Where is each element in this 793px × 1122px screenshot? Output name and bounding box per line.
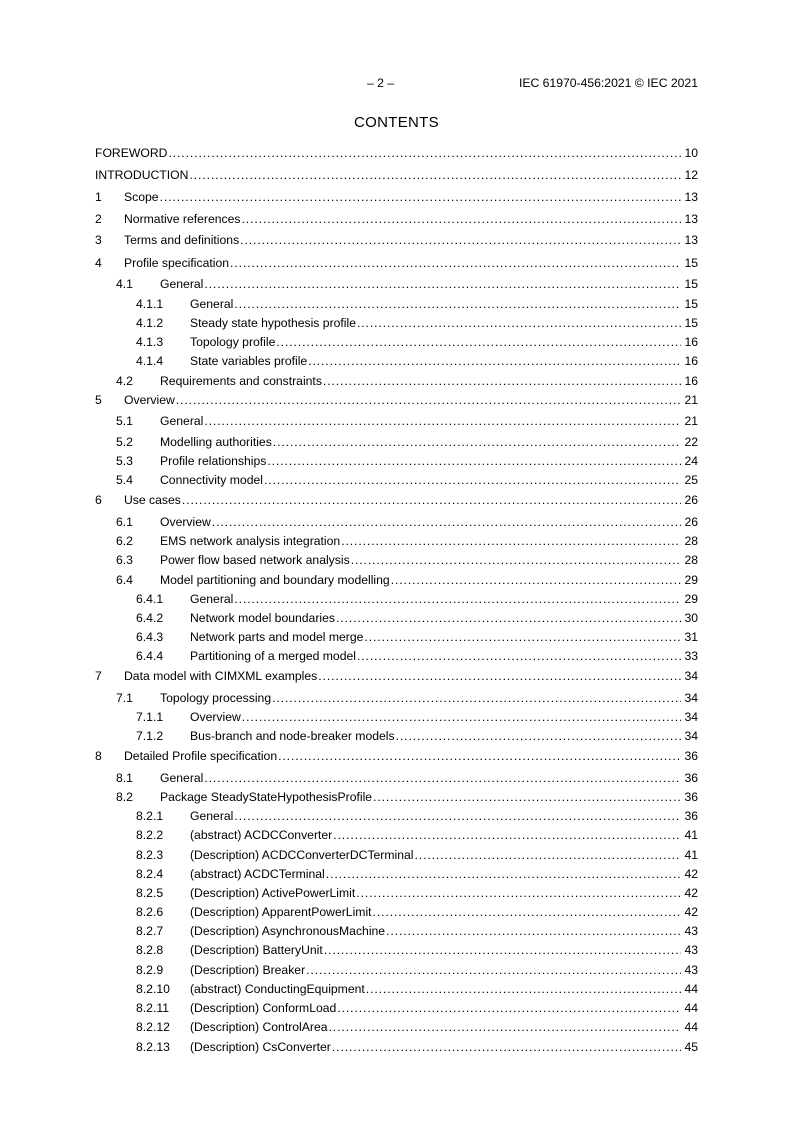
toc-entry-page: 15 [684,297,698,311]
toc-entry-label: EMS network analysis integration [160,534,341,548]
toc-entry-label: Connectivity model [160,473,263,487]
dot-leader [240,232,681,248]
toc-entry[interactable] [95,492,698,508]
toc-entry-label: State variables profile [190,354,308,368]
toc-entry-number: 4 [95,256,102,270]
dot-leader [273,434,681,450]
toc-entry-page: 43 [684,963,698,977]
toc-entry-label: Modelling authorities [160,435,272,449]
toc-entry-number: 4.1.4 [136,354,164,368]
dot-leader [318,668,681,684]
toc-entry-page: 16 [684,374,698,388]
dot-leader [276,334,681,350]
toc-entry-label: (abstract) ConductingEquipment [190,982,365,996]
toc-entry-page: 41 [684,848,698,862]
dot-leader [364,629,681,645]
toc-entry-number: 8 [95,749,102,763]
toc-entry-number: 8.2.8 [136,943,164,957]
toc-entry-label: Use cases [124,493,181,507]
dot-leader [242,709,681,725]
toc-entry[interactable] [95,572,698,588]
page-header [95,76,698,92]
toc-entry-label: Profile relationships [160,454,267,468]
toc-entry[interactable] [95,315,698,331]
toc-entry-number: 8.2.9 [136,963,164,977]
toc-entry-number: 5.3 [116,454,133,468]
toc-entry-label: (Description) ControlArea [190,1020,328,1034]
dot-leader [204,770,681,786]
toc-entry[interactable] [95,690,698,706]
toc-entry[interactable] [95,413,698,429]
dot-leader [415,847,682,863]
toc-entry[interactable] [95,610,698,626]
toc-entry-label: Overview [124,393,175,407]
dot-leader [182,492,681,508]
toc-entry[interactable] [95,514,698,530]
toc-entry-number: 8.2.5 [136,886,164,900]
toc-entry-label: (Description) BatteryUnit [190,943,323,957]
document-id: IEC 61970-456:2021 © IEC 2021 [518,76,698,90]
dot-leader [242,211,681,227]
toc-entry-label: (Description) CsConverter [190,1040,331,1054]
toc-entry-page: 43 [684,924,698,938]
toc-entry-number: 4.1.3 [136,335,164,349]
toc-entry-page: 42 [684,886,698,900]
toc-entry[interactable] [95,453,698,469]
toc-entry[interactable] [95,392,698,408]
toc-entry-page: 44 [684,1020,698,1034]
toc-entry[interactable] [95,962,698,978]
toc-entry-label: Detailed Profile specification [124,749,278,763]
toc-entry-page: 44 [684,982,698,996]
toc-entry[interactable] [95,1019,698,1035]
page-title: CONTENTS [354,114,439,131]
toc-entry-number: 2 [95,212,102,226]
toc-entry-page: 34 [684,669,698,683]
toc-entry-label: General [190,592,234,606]
toc-entry-page: 36 [684,790,698,804]
toc-entry-page: 36 [684,749,698,763]
dot-leader [204,413,681,429]
toc-entry-number: 8.2 [116,790,133,804]
toc-entry[interactable] [95,770,698,786]
toc-entry-page: 41 [684,828,698,842]
toc-entry-number: 8.2.13 [136,1040,170,1054]
dot-leader [357,315,681,331]
toc-entry[interactable] [95,334,698,350]
toc-entry-page: 34 [684,729,698,743]
toc-entry-page: 26 [684,493,698,507]
toc-entry-page: 24 [684,454,698,468]
toc-entry-number: 8.2.12 [136,1020,170,1034]
toc-entry-page: 13 [684,233,698,247]
toc-entry-label: Network parts and model merge [190,630,364,644]
toc-entry[interactable] [95,827,698,843]
toc-entry-label: Bus-branch and node-breaker models [190,729,395,743]
toc-entry[interactable] [95,1039,698,1055]
toc-entry-page: 44 [684,1001,698,1015]
toc-entry[interactable] [95,211,698,227]
toc-entry-label: Topology processing [160,691,272,705]
toc-entry-number: 4.1.2 [136,316,164,330]
toc-entry-label: Power flow based network analysis [160,553,350,567]
dot-leader [329,1019,682,1035]
dot-leader [341,533,681,549]
toc-entry-number: 8.2.7 [136,924,164,938]
toc-entry-number: 7.1 [116,691,133,705]
dot-leader [323,373,681,389]
toc-entry-label: General [160,771,204,785]
toc-entry[interactable] [95,373,698,389]
toc-entry-number: 5 [95,393,102,407]
toc-entry-number: 6 [95,493,102,507]
toc-entry[interactable] [95,434,698,450]
dot-leader [332,1039,681,1055]
dot-leader [160,189,681,205]
dot-leader [373,789,681,805]
toc-entry-label: Profile specification [124,256,229,270]
toc-entry-number: 8.2.1 [136,809,164,823]
toc-entry-number: 6.4 [116,573,133,587]
toc-entry[interactable] [95,276,698,292]
toc-entry-number: 8.2.6 [136,905,164,919]
toc-entry[interactable] [95,885,698,901]
dot-leader [391,572,681,588]
toc-entry[interactable] [95,748,698,764]
toc-entry-page: 34 [684,691,698,705]
toc-entry-number: 7.1.1 [136,710,164,724]
dot-leader [326,866,681,882]
toc-entry-page: 16 [684,335,698,349]
dot-leader [272,690,681,706]
toc-entry[interactable] [95,923,698,939]
toc-entry[interactable] [95,981,698,997]
dot-leader [356,885,681,901]
toc-entry-page: 45 [684,1040,698,1054]
toc-entry-number: 5.4 [116,473,133,487]
dot-leader [267,453,681,469]
toc-entry[interactable] [95,145,698,161]
toc-entry[interactable] [95,552,698,568]
toc-entry[interactable] [95,255,698,271]
toc-entry[interactable] [95,709,698,725]
toc-entry-page: 33 [684,649,698,663]
dot-leader [337,1000,681,1016]
dot-leader [168,145,681,161]
toc-entry-page: 28 [684,553,698,567]
dot-leader [212,514,681,530]
toc-entry-label: Requirements and constraints [160,374,322,388]
dot-leader [234,808,681,824]
toc-entry[interactable] [95,591,698,607]
dot-leader [396,728,681,744]
toc-entry-number: 8.2.2 [136,828,164,842]
toc-entry-label: (Description) ActivePowerLimit [190,886,356,900]
toc-entry-page: 30 [684,611,698,625]
toc-entry-page: 34 [684,710,698,724]
dot-leader [176,392,681,408]
toc-entry[interactable] [95,648,698,664]
toc-entry-number: 6.4.4 [136,649,164,663]
toc-entry[interactable] [95,728,698,744]
dot-leader [230,255,681,271]
dot-leader [324,942,681,958]
dot-leader [264,472,681,488]
toc-entry-number: 8.2.4 [136,867,164,881]
toc-entry-number: 6.4.2 [136,611,164,625]
toc-entry-label: INTRODUCTION [95,168,189,182]
toc-entry-label: General [190,297,234,311]
toc-entry-number: 4.1 [116,277,133,291]
toc-entry-number: 6.2 [116,534,133,548]
toc-entry-number: 4.1.1 [136,297,164,311]
toc-entry-page: 22 [684,435,698,449]
toc-entry-label: Normative references [124,212,241,226]
toc-entry[interactable] [95,353,698,369]
toc-entry-number: 6.3 [116,553,133,567]
toc-entry-label: Package SteadyStateHypothesisProfile [160,790,373,804]
toc-entry-page: 13 [684,190,698,204]
toc-entry-number: 4.2 [116,374,133,388]
toc-entry-number: 5.1 [116,414,133,428]
toc-entry-label: Terms and definitions [124,233,240,247]
dot-leader [306,962,681,978]
toc-entry[interactable] [95,808,698,824]
toc-entry-number: 6.4.3 [136,630,164,644]
toc-entry[interactable] [95,789,698,805]
toc-entry-page: 21 [684,414,698,428]
toc-entry-page: 13 [684,212,698,226]
toc-entry-page: 36 [684,771,698,785]
toc-entry-label: (Description) ConformLoad [190,1001,337,1015]
dot-leader [308,353,681,369]
toc-entry-label: Data model with CIMXML examples [124,669,318,683]
toc-entry-label: (Description) Breaker [190,963,306,977]
toc-entry[interactable] [95,904,698,920]
toc-entry-page: 21 [684,393,698,407]
toc-entry[interactable] [95,232,698,248]
dot-leader [386,923,681,939]
toc-entry-page: 10 [684,146,698,160]
toc-entry-label: General [160,277,204,291]
toc-entry-page: 42 [684,867,698,881]
toc-entry[interactable] [95,189,698,205]
dot-leader [234,591,681,607]
toc-entry-number: 6.1 [116,515,133,529]
toc-entry-page: 15 [684,316,698,330]
toc-entry-label: (abstract) ACDCConverter [190,828,333,842]
toc-entry[interactable] [95,629,698,645]
toc-entry-label: Scope [124,190,159,204]
toc-entry-label: Topology profile [190,335,276,349]
toc-entry-page: 43 [684,943,698,957]
toc-entry-label: (Description) ACDCConverterDCTerminal [190,848,414,862]
toc-entry-page: 36 [684,809,698,823]
toc-entry-page: 42 [684,905,698,919]
toc-entry-page: 15 [684,256,698,270]
dot-leader [333,827,681,843]
toc-entry-label: FOREWORD [95,146,168,160]
dot-leader [373,904,681,920]
toc-entry-number: 6.4.1 [136,592,164,606]
toc-entry-number: 1 [95,190,102,204]
toc-entry-number: 8.2.3 [136,848,164,862]
toc-entry-number: 8.1 [116,771,133,785]
toc-entry-number: 8.2.10 [136,982,170,996]
dot-leader [336,610,681,626]
toc-entry-label: Steady state hypothesis profile [190,316,356,330]
toc-entry[interactable] [95,847,698,863]
toc-entry-number: 5.2 [116,435,133,449]
toc-entry-label: Overview [160,515,211,529]
dot-leader [357,648,681,664]
toc-entry-label: Partitioning of a merged model [190,649,356,663]
toc-entry[interactable] [95,866,698,882]
dot-leader [351,552,681,568]
toc-entry[interactable] [95,533,698,549]
dot-leader [204,276,681,292]
toc-entry-number: 7.1.2 [136,729,164,743]
toc-entry-page: 25 [684,473,698,487]
toc-entry-label: (Description) ApparentPowerLimit [190,905,372,919]
dot-leader [278,748,681,764]
toc-entry-page: 28 [684,534,698,548]
dot-leader [234,296,681,312]
toc-entry-label: General [160,414,204,428]
toc-entry-label: Network model boundaries [190,611,335,625]
toc-entry-page: 15 [684,277,698,291]
toc-entry-number: 8.2.11 [136,1001,169,1015]
toc-entry[interactable] [95,472,698,488]
toc-entry-page: 12 [684,168,698,182]
toc-entry[interactable] [95,942,698,958]
dot-leader [189,167,681,183]
toc-entry-page: 16 [684,354,698,368]
toc-entry[interactable] [95,167,698,183]
toc-entry[interactable] [95,1000,698,1016]
page-number: – 2 – [367,76,395,90]
toc-entry-page: 29 [684,573,698,587]
toc-entry-number: 7 [95,669,102,683]
toc-entry-number: 3 [95,233,102,247]
toc-entry-label: Overview [190,710,241,724]
toc-entry-page: 29 [684,592,698,606]
toc-entry-label: General [190,809,234,823]
toc-entry-page: 31 [684,630,698,644]
toc-entry-label: (abstract) ACDCTerminal [190,867,325,881]
toc-entry-label: Model partitioning and boundary modelling [160,573,390,587]
toc-entry[interactable] [95,296,698,312]
toc-entry[interactable] [95,668,698,684]
toc-entry-label: (Description) AsynchronousMachine [190,924,386,938]
dot-leader [366,981,681,997]
toc-entry-page: 26 [684,515,698,529]
